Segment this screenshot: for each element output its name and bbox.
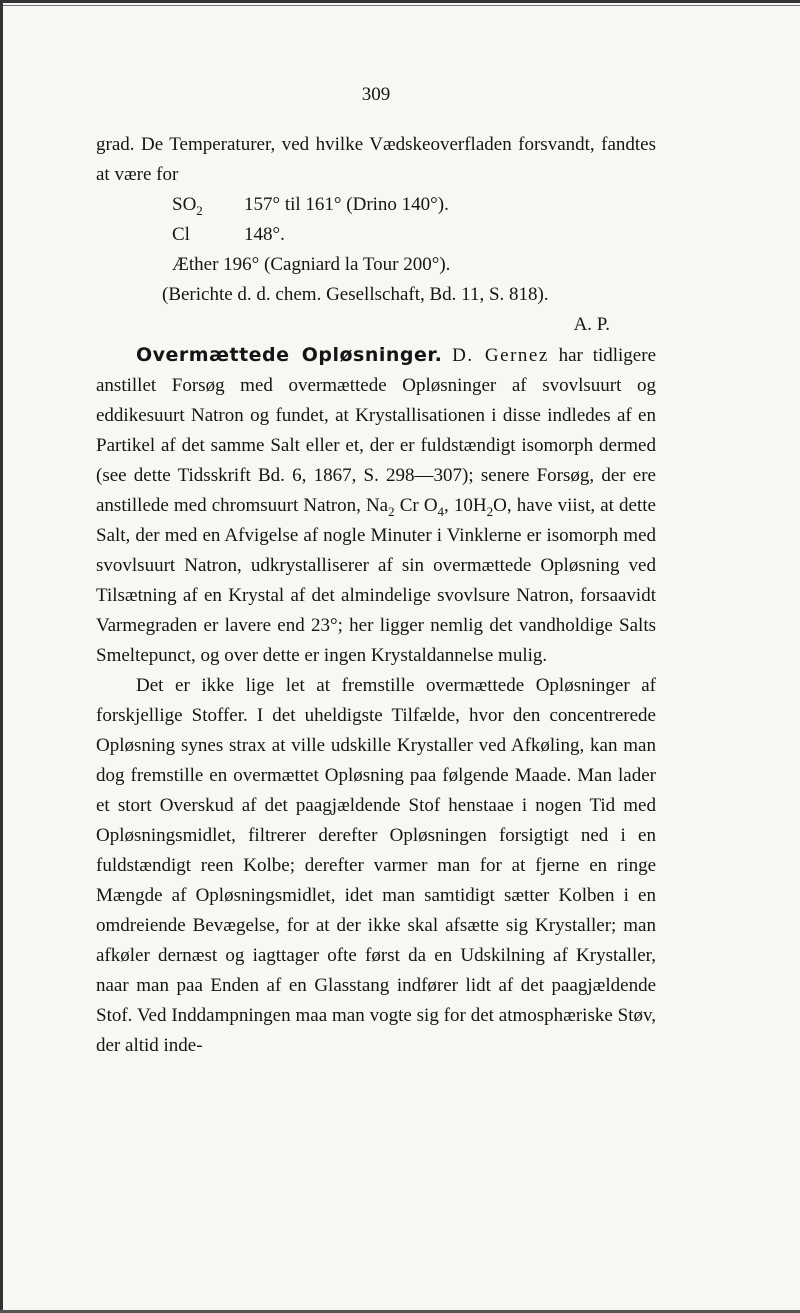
- author-signature: A. P.: [573, 314, 610, 335]
- page-body: [96, 130, 656, 1061]
- formula-row-so2: [172, 190, 656, 220]
- formula-label: $SO_2$: [172, 194, 203, 218]
- section-paragraph-1: Overmættede Opløsninger. D. Gernez har tidligere anstillet Forsøg med overmættede Opløsninger af svovlsuurt og eddikesuurt Natron og fundet, at Krystallisationen i disse indledes af en Partikel af det samme Salt eller et, der er fuldstændigt isomorph dermed (see dette Tidsskrift Bd. 6, 1867, S. 298—307); senere Forsøg, der ere anstillede med chromsuurt Natron, $Na_2$ Cr $O_4$, $10H_2O$, have viist, at dette Salt, der med en Afvigelse af nogle Minuter i Vinklerne er isomorph med svovlsuurt Natron, udkrystalliserer af sin overmættede Opløsning ved Tilsætning af en Krystal af det almindelige svovlsure Natron, forsaavidt Varmegraden er lavere end 23°; her ligger nemlig det vandholdige Salts Smeltepunct, og over dette er ingen Krystaldannelse mulig.: [96, 344, 657, 666]
- formula-row-ether: Æther 196° (Cagniard la Tour 200°).: [172, 254, 451, 275]
- page-number: 309: [361, 84, 391, 105]
- formula-label: Cl: [172, 224, 190, 245]
- formula-row-cl: [172, 220, 656, 250]
- formula-value: 157° til 161° (Drino 140°).: [244, 194, 449, 215]
- page-top-border: [0, 0, 800, 6]
- section-heading: Overmættede Opløsninger.: [136, 344, 443, 366]
- section-author: D. Gernez: [452, 345, 549, 366]
- page-left-border: [0, 0, 3, 1313]
- formula-value: 148°.: [244, 224, 285, 245]
- reference-citation: (Berichte d. d. chem. Gesellschaft, Bd. 11, S. 818).: [162, 284, 549, 305]
- section-paragraph-2: Det er ikke lige let at fremstille overmættede Opløsninger af forskjellige Stoffer. I det uheldigste Tilfælde, hvor den concentrerede Opløsning synes strax at ville udskille Krystaller ved Afkøling, kan man dog fremstille en overmættet Opløsning paa følgende Maade. Man lader et stort Overskud af det paagjældende Stof henstaae i nogen Tid med Opløsningsmidlet, filtrerer derefter Opløsningen forsigtigt ned i en fuldstændigt reen Kolbe; derefter varmer man for at fjerne en ringe Mængde af Opløsningsmidlet, idet man samtidigt sætter Kolben i en omdreiende Bevægelse, for at der ikke skal afsætte sig Krystaller; man afkøler dernæst og iagttager ofte først da en Udskilning af Krystaller, naar man paa Enden af en Glasstang indfører lidt af det paagjældende Stof. Ved Inddampningen maa man vogte sig for det atmosphæriske Støv, der altid inde-: [96, 675, 656, 1056]
- intro-paragraph: grad. De Temperaturer, ved hvilke Vædskeoverfladen forsvandt, fandtes at være for: [96, 134, 656, 185]
